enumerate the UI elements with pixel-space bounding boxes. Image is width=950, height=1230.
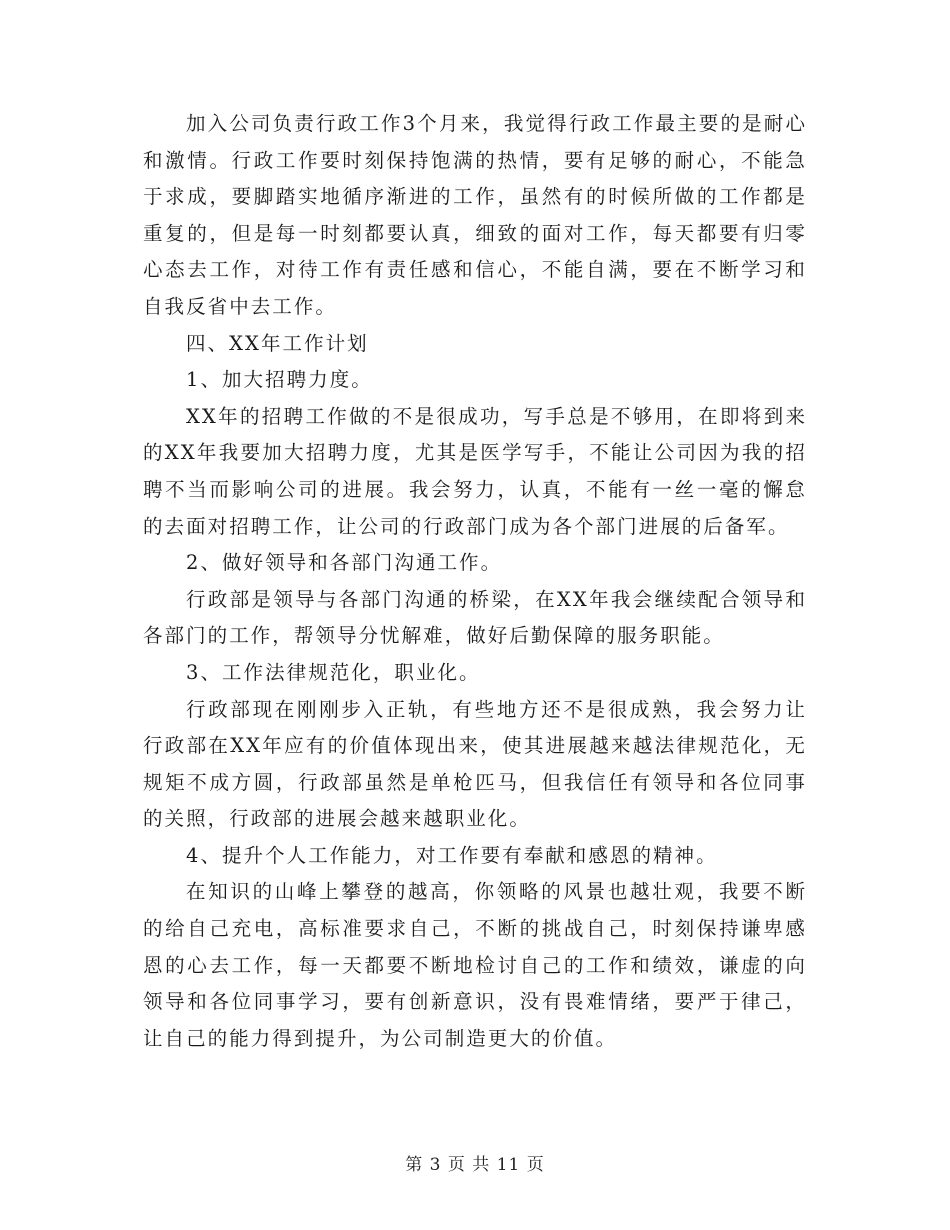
paragraph-recruitment: XX年的招聘工作做的不是很成功，写手总是不够用，在即将到来的XX年我要加大招聘力度，尤其是医学写手，不能让公司因为我的招聘不当而影响公司的进展。我会努力，认真，不能有一丝一毫的懈怠的去面对招聘工作，让公司的行政部门成为各个部门进展的后备军。 <box>143 404 807 538</box>
plan-item-heading-standardization: 3、工作法律规范化，职业化。 <box>186 660 481 684</box>
section-heading-work-plan: 四、XX年工作计划 <box>186 331 369 355</box>
plan-item-heading-communication: 2、做好领导和各部门沟通工作。 <box>186 551 503 575</box>
page-number-label: 第 3 页 共 11 页 <box>405 1155 545 1175</box>
paragraph-standardization: 行政部现在刚刚步入正轨，有些地方还不是很成熟，我会努力让行政部在XX年应有的价值体现出来，使其进展越来越法律规范化，无规矩不成方圆，行政部虽然是单枪匹马，但我信任有领导和各位同事的关照，行政部的进展会越来越职业化。 <box>143 697 807 831</box>
plan-item-heading-recruitment: 1、加大招聘力度。 <box>186 368 373 392</box>
paragraph-personal-growth: 在知识的山峰上攀登的越高，你领略的风景也越壮观，我要不断的给自己充电，高标准要求自己，不断的挑战自己，时刻保持谦卑感恩的心去工作，每一天都要不断地检讨自己的工作和绩效，谦虚的向领导和各位同事学习，要有创新意识，没有畏难情绪，要严于律己，让自己的能力得到提升，为公司制造更大的价值。 <box>143 880 807 1050</box>
paragraph-communication: 行政部是领导与各部门沟通的桥梁，在XX年我会继续配合领导和各部门的工作，帮领导分忧解难，做好后勤保障的服务职能。 <box>143 587 807 648</box>
paragraph-reflection: 加入公司负责行政工作3个月来，我觉得行政工作最主要的是耐心和激情。行政工作要时刻保持饱满的热情，要有足够的耐心，不能急于求成，要脚踏实地循序渐进的工作，虽然有的时候所做的工作都是重复的，但是每一时刻都要认真，细致的面对工作，每天都要有归零心态去工作，对待工作有责任感和信心，不能自满，要在不断学习和自我反省中去工作。 <box>143 112 807 318</box>
document-body <box>143 106 807 1057</box>
plan-item-heading-personal-growth: 4、提升个人工作能力，对工作要有奉献和感恩的精神。 <box>186 843 718 867</box>
page-footer <box>0 1150 950 1175</box>
